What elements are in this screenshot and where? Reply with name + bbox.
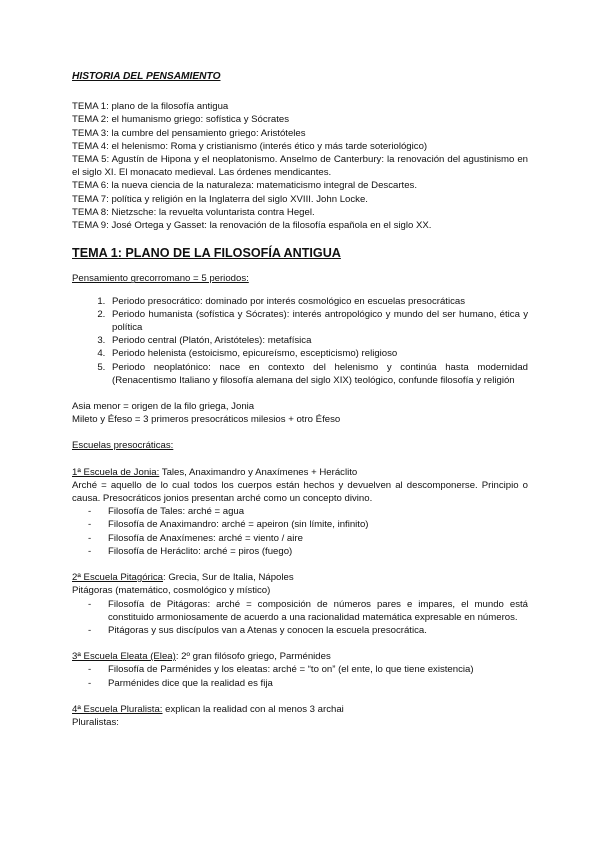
list-item: 2. Periodo humanista (sofística y Sócrates): interés antropológico y mundo del ser humano, ética y política bbox=[108, 308, 528, 334]
document-content bbox=[72, 70, 528, 729]
school-text: Arché = aquello de lo cual todos los cuerpos están hechos y devuelven al descomponerse. Principio o causa. Presocráticos jonios presentan arché como un concepto divino. bbox=[72, 479, 528, 505]
school-text: Pitágoras (matemático, cosmológico y místico) bbox=[72, 585, 271, 597]
school-heading-label: 1ª Escuela de Jonia: bbox=[72, 466, 160, 478]
list-item: 4. Periodo helenista (estoicismo, epicureísmo, escepticismo) religioso bbox=[108, 347, 528, 360]
school-heading-label: 4ª Escuela Pluralista: bbox=[72, 703, 163, 715]
table-of-contents bbox=[72, 100, 528, 232]
asia-line: Asia menor = origen de la filo griega, Jonia bbox=[72, 401, 255, 413]
school-list bbox=[72, 663, 528, 689]
toc-item: TEMA 1: plano de la filosofía antigua bbox=[72, 101, 229, 113]
periods-list bbox=[72, 295, 528, 387]
school-heading bbox=[72, 650, 528, 663]
school-heading-label: 3ª Escuela Eleata (Elea) bbox=[72, 651, 176, 663]
school-heading-label: 2ª Escuela Pitagórica bbox=[72, 572, 164, 584]
list-item: 1. Periodo presocrático: dominado por interés cosmológico en escuelas presocráticas bbox=[108, 295, 528, 308]
list-item: 5. Periodo neoplatónico: nace en contexto del helenismo y continúa hasta modernidad (Renacentismo Italiano y filosofía alemana del siglo XIX) teológico, confunde filosofía y religión bbox=[108, 361, 528, 387]
document-title: HISTORIA DEL PENSAMIENTO bbox=[72, 71, 221, 82]
school-heading-rest: explican la realidad con al menos 3 archai bbox=[162, 703, 344, 715]
asia-line: Mileto y Éfeso = 3 primeros presocráticos milesios + otro Éfeso bbox=[72, 414, 341, 426]
list-item: - Filosofía de Parménides y los eleatas: arché = “to on” (el ente, lo que tiene existencia) bbox=[88, 663, 528, 676]
school-list bbox=[72, 598, 528, 638]
list-item: - Filosofía de Pitágoras: arché = composición de números pares e impares, el mundo está constituido armoniosamente de acuerdo a una racionalidad matemática expresable en números. bbox=[88, 598, 528, 624]
school-heading bbox=[72, 703, 528, 716]
list-item: - Filosofía de Anaxímenes: arché = viento / aire bbox=[88, 532, 528, 545]
list-item: - Filosofía de Tales: arché = agua bbox=[88, 505, 528, 518]
school-text: Pluralistas: bbox=[72, 716, 119, 728]
list-item: 3. Periodo central (Platón, Aristóteles): metafísica bbox=[108, 334, 528, 347]
toc-item: TEMA 6: la nueva ciencia de la naturaleza: matematicismo integral de Descartes. bbox=[72, 180, 418, 192]
periods-title: Pensamiento grecorromano = 5 periodos: bbox=[72, 273, 249, 285]
toc-item: TEMA 2: el humanismo griego: sofística y Sócrates bbox=[72, 114, 290, 126]
toc-item: TEMA 3: la cumbre del pensamiento griego: Aristóteles bbox=[72, 127, 306, 139]
school-list bbox=[72, 505, 528, 558]
school-heading bbox=[72, 571, 528, 584]
school-heading-rest: Tales, Anaximandro y Anaxímenes + Heráclito bbox=[159, 466, 358, 478]
list-item: - Pitágoras y sus discípulos van a Atenas y conocen la escuela presocrática. bbox=[88, 624, 528, 637]
list-item: - Filosofía de Heráclito: arché = piros (fuego) bbox=[88, 545, 528, 558]
school-heading-rest: : 2º gran filósofo griego, Parménides bbox=[175, 651, 331, 663]
list-item: - Filosofía de Anaximandro: arché = apeiron (sin límite, infinito) bbox=[88, 518, 528, 531]
list-item: - Parménides dice que la realidad es fija bbox=[88, 677, 528, 690]
toc-item: TEMA 8: Nietzsche: la revuelta voluntarista contra Hegel. bbox=[72, 206, 315, 218]
section-heading: TEMA 1: PLANO DE LA FILOSOFÍA ANTIGUA bbox=[72, 246, 341, 261]
school-heading bbox=[72, 466, 528, 479]
toc-item: TEMA 5: Agustín de Hipona y el neoplatonismo. Anselmo de Canterbury: la renovación del agustinismo en el siglo XI. El monacato medieval. Las órdenes mendicantes. bbox=[72, 154, 528, 179]
toc-item: TEMA 7: política y religión en la Inglaterra del siglo XVIII. John Locke. bbox=[72, 193, 368, 205]
toc-item: TEMA 9: José Ortega y Gasset: la renovación de la filosofía española en el siglo XX. bbox=[72, 220, 432, 232]
schools-title: Escuelas presocráticas: bbox=[72, 440, 174, 452]
toc-item: TEMA 4: el helenismo: Roma y cristianismo (interés ético y más tarde soteriológico) bbox=[72, 140, 428, 152]
school-heading-rest: : Grecia, Sur de Italia, Nápoles bbox=[163, 572, 294, 584]
